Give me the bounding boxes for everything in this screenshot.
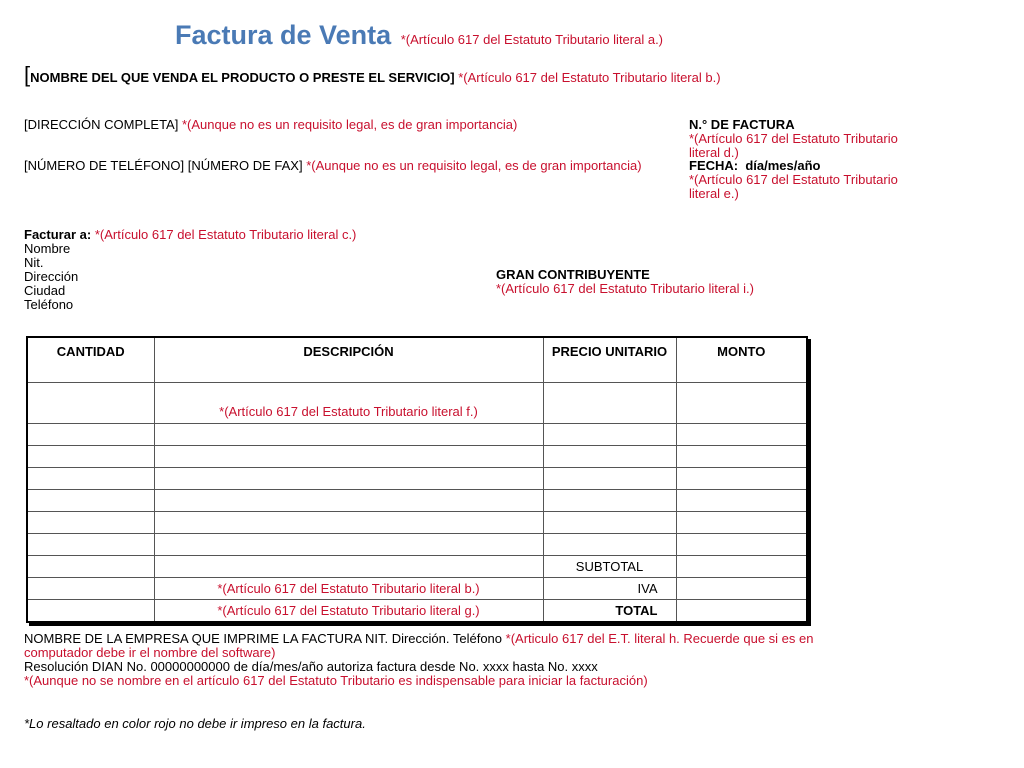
invoice-title-row bbox=[175, 20, 663, 51]
header-unit-price: PRECIO UNITARIO bbox=[543, 337, 676, 383]
footer-resolution: Resolución DIAN No. 00000000000 de día/mes/año autoriza factura desde No. xxxx hasta No. xxxx bbox=[24, 659, 598, 674]
address-note: *(Aunque no es un requisito legal, es de gran importancia) bbox=[181, 117, 518, 132]
cell-quantity bbox=[27, 383, 154, 424]
cell-amount bbox=[676, 424, 807, 446]
subtotal-value bbox=[676, 556, 807, 578]
seller-bracket: [ bbox=[24, 62, 31, 87]
invoice-date-label: FECHA: bbox=[689, 158, 739, 173]
iva-row bbox=[27, 578, 807, 600]
table-row bbox=[27, 446, 807, 468]
cell-quantity bbox=[27, 600, 154, 622]
footer-disclaimer: *Lo resaltado en color rojo no debe ir impreso en la factura. bbox=[24, 716, 366, 731]
invoice-title: Factura de Venta bbox=[175, 20, 392, 50]
cell-unit-price bbox=[543, 383, 676, 424]
phone-label: [NÚMERO DE TELÉFONO] [NÚMERO DE FAX] bbox=[24, 158, 303, 173]
cell-unit-price bbox=[543, 512, 676, 534]
cell-quantity bbox=[27, 490, 154, 512]
invoice-number-block bbox=[689, 118, 909, 160]
total-label: TOTAL bbox=[543, 600, 676, 622]
subtotal-row bbox=[27, 556, 807, 578]
bill-to-note: *(Artículo 617 del Estatuto Tributario literal c.) bbox=[94, 227, 357, 242]
footer-resolution-note: *(Aunque no se nombre en el artículo 617 del Estatuto Tributario es indispensable para iniciar la facturación) bbox=[24, 673, 648, 688]
seller-phone bbox=[24, 159, 674, 173]
bill-to-field-address: Dirección bbox=[24, 269, 79, 284]
cell-unit-price bbox=[543, 534, 676, 556]
cell-quantity bbox=[27, 512, 154, 534]
iva-note: *(Artículo 617 del Estatuto Tributario literal b.) bbox=[154, 578, 543, 600]
bill-to-field-phone: Teléfono bbox=[24, 297, 74, 312]
cell-description bbox=[154, 534, 543, 556]
cell-amount bbox=[676, 468, 807, 490]
cell-description bbox=[154, 490, 543, 512]
bill-to-label: Facturar a: bbox=[24, 227, 92, 242]
address-label: [DIRECCIÓN COMPLETA] bbox=[24, 117, 179, 132]
cell-amount bbox=[676, 446, 807, 468]
cell-amount bbox=[676, 534, 807, 556]
footer-block bbox=[24, 632, 814, 688]
invoice-date-note: *(Artículo 617 del Estatuto Tributario literal e.) bbox=[689, 172, 898, 201]
table-row bbox=[27, 383, 807, 424]
invoice-number-label: N.° DE FACTURA bbox=[689, 117, 795, 132]
cell-description bbox=[154, 512, 543, 534]
cell-unit-price bbox=[543, 490, 676, 512]
bill-to-block bbox=[24, 228, 504, 312]
cell-unit-price bbox=[543, 446, 676, 468]
cell-amount bbox=[676, 512, 807, 534]
invoice-number-note: *(Artículo 617 del Estatuto Tributario literal d.) bbox=[689, 131, 898, 160]
table-row bbox=[27, 424, 807, 446]
bill-to-field-nit: Nit. bbox=[24, 255, 44, 270]
bill-to-field-city: Ciudad bbox=[24, 283, 66, 298]
cell-quantity bbox=[27, 446, 154, 468]
cell-description bbox=[154, 424, 543, 446]
header-quantity: CANTIDAD bbox=[27, 337, 154, 383]
gran-contribuyente-block bbox=[496, 268, 916, 296]
cell-unit-price bbox=[543, 424, 676, 446]
total-note: *(Artículo 617 del Estatuto Tributario literal g.) bbox=[154, 600, 543, 622]
table-header-row bbox=[27, 337, 807, 383]
table-row bbox=[27, 534, 807, 556]
cell-quantity bbox=[27, 556, 154, 578]
seller-address bbox=[24, 118, 634, 132]
total-value bbox=[676, 600, 807, 622]
iva-value bbox=[676, 578, 807, 600]
header-amount: MONTO bbox=[676, 337, 807, 383]
phone-note: *(Aunque no es un requisito legal, es de gran importancia) bbox=[306, 158, 642, 173]
gran-contribuyente-note: *(Artículo 617 del Estatuto Tributario literal i.) bbox=[496, 281, 754, 296]
cell-quantity bbox=[27, 578, 154, 600]
invoice-date-block bbox=[689, 159, 909, 201]
table-row bbox=[27, 512, 807, 534]
footer-printer: NOMBRE DE LA EMPRESA QUE IMPRIME LA FACTURA NIT. Dirección. Teléfono bbox=[24, 631, 503, 646]
cell-description bbox=[154, 468, 543, 490]
gran-contribuyente-label: GRAN CONTRIBUYENTE bbox=[496, 267, 650, 282]
cell-quantity bbox=[27, 534, 154, 556]
table-row bbox=[27, 468, 807, 490]
description-note: *(Artículo 617 del Estatuto Tributario literal f.) bbox=[154, 383, 543, 424]
cell-unit-price bbox=[543, 468, 676, 490]
invoice-title-note: *(Artículo 617 del Estatuto Tributario literal a.) bbox=[400, 32, 664, 47]
cell-quantity bbox=[27, 424, 154, 446]
cell-quantity bbox=[27, 468, 154, 490]
seller-name: NOMBRE DEL QUE VENDA EL PRODUCTO O PRESTE EL SERVICIO] bbox=[30, 70, 455, 85]
iva-label: IVA bbox=[543, 578, 676, 600]
subtotal-label: SUBTOTAL bbox=[543, 556, 676, 578]
footer-printer-note: *(Articulo 617 del E.T. literal h. Recuerde que si es en computador debe ir el nombre del software) bbox=[24, 631, 814, 660]
seller-note: *(Artículo 617 del Estatuto Tributario literal b.) bbox=[458, 70, 721, 85]
total-row bbox=[27, 600, 807, 622]
header-description: DESCRIPCIÓN bbox=[154, 337, 543, 383]
cell-description bbox=[154, 446, 543, 468]
cell-amount bbox=[676, 383, 807, 424]
table-row bbox=[27, 490, 807, 512]
cell-amount bbox=[676, 490, 807, 512]
bill-to-field-name: Nombre bbox=[24, 241, 71, 256]
cell-description bbox=[154, 556, 543, 578]
items-table bbox=[26, 336, 808, 623]
invoice-date-value: día/mes/año bbox=[745, 158, 821, 173]
seller-block bbox=[24, 62, 824, 87]
